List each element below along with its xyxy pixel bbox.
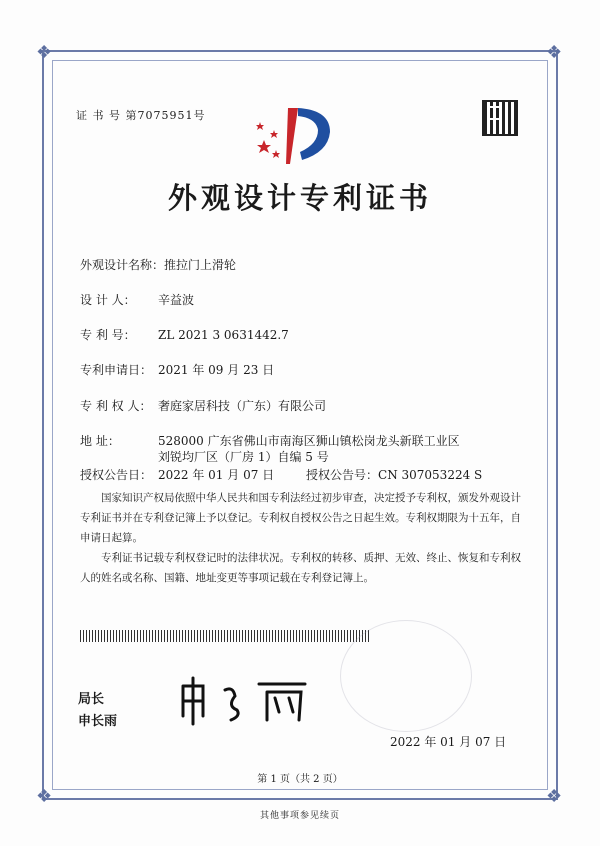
designer-label: 设 计 人： <box>80 293 136 307</box>
grant-row <box>80 466 274 483</box>
corner-ornament-top-right: ❖ <box>546 42 563 63</box>
page-number: 第 1 页（共 2 页） <box>257 774 343 785</box>
address-row <box>80 432 460 449</box>
corner-ornament-top-left: ❖ <box>36 42 53 63</box>
issue-date: 2022 年 01 月 07 日 <box>390 735 507 749</box>
grant-date-value: 2022 年 01 月 07 日 <box>158 468 275 482</box>
body-paragraph-1: 国家知识产权局依照中华人民共和国专利法经过初步审查，决定授予专利权，颁发外观设计专利证书并在专利登记簿上予以登记。专利权自授权公告之日起生效。专利权期限为十五年，自申请日起算。 <box>80 492 521 544</box>
address-label: 地 址： <box>80 434 120 448</box>
filing-date-label: 专利申请日： <box>80 363 153 377</box>
body-paragraph-2: 专利证书记载专利权登记时的法律状况。专利权的转移、质押、无效、终止、恢复和专利权人的姓名或名称、国籍、地址变更等事项记载在专利登记簿上。 <box>80 552 521 584</box>
patent-number-row <box>80 326 289 343</box>
certificate-number: 证 书 号 第7075951号 <box>76 109 206 122</box>
corner-ornament-bottom-left: ❖ <box>36 786 53 807</box>
barcode-icon <box>80 630 370 642</box>
patentee-value: 奢庭家居科技（广东）有限公司 <box>158 399 327 413</box>
grant-number-row <box>306 466 482 483</box>
director-title: 局长 <box>78 692 105 707</box>
patentee-label: 专 利 权 人： <box>80 399 152 413</box>
cnipa-logo-icon <box>250 100 350 170</box>
grant-date-label: 授权公告日： <box>80 468 153 482</box>
director-name: 申长雨 <box>78 714 118 729</box>
watermark-seal <box>340 620 472 732</box>
patent-number-label: 专 利 号： <box>80 328 136 342</box>
page-title: 外观设计专利证书 <box>167 181 432 215</box>
design-name-row <box>80 256 236 273</box>
filing-date-row <box>80 361 274 378</box>
grant-number-label: 授权公告号： <box>306 468 379 482</box>
patent-number-value: ZL 2021 3 0631442.7 <box>158 328 289 342</box>
qr-code-icon <box>482 100 518 136</box>
filing-date-value: 2021 年 09 月 23 日 <box>158 363 275 377</box>
designer-value: 辛益波 <box>158 293 195 307</box>
design-name-label: 外观设计名称： <box>80 258 165 272</box>
handwritten-signature <box>175 676 315 726</box>
patentee-row <box>80 397 326 414</box>
designer-row <box>80 291 194 308</box>
corner-ornament-bottom-right: ❖ <box>546 786 563 807</box>
address-line2: 刘锐均厂区（厂房 1）自编 5 号 <box>158 450 329 464</box>
footnote: 其他事项参见续页 <box>259 811 340 821</box>
address-line2-row <box>158 448 329 465</box>
grant-number-value: CN 307053224 S <box>378 468 483 482</box>
design-name-value: 推拉门上滑轮 <box>164 258 237 272</box>
address-line1: 528000 广东省佛山市南海区狮山镇松岗龙头新联工业区 <box>158 434 460 448</box>
